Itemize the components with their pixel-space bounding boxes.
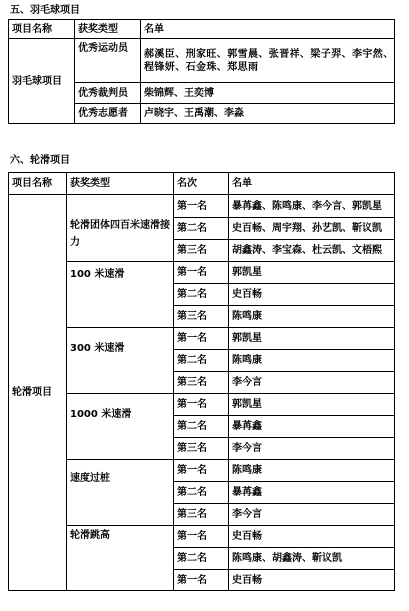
- award-type-cell: 优秀运动员: [75, 39, 141, 83]
- table-row: [9, 328, 395, 350]
- section-title-badminton: 五、羽毛球项目: [10, 5, 80, 16]
- table-row: [9, 394, 395, 416]
- rank-cell: 第三名: [174, 438, 229, 460]
- header-award-type: 获奖类型: [67, 173, 174, 195]
- table-row: [9, 526, 395, 548]
- table-row: [9, 195, 395, 218]
- rank-cell: 第一名: [174, 328, 229, 350]
- names-cell: 暴苒鑫、陈鸣康、李今言、郭凯星: [229, 195, 395, 218]
- rank-cell: 第一名: [174, 460, 229, 482]
- table-row: [9, 460, 395, 482]
- header-project: 项目名称: [9, 20, 75, 39]
- rank-cell: 第一名: [174, 570, 229, 591]
- award-type-cell: 优秀志愿者: [75, 104, 141, 124]
- award-type-cell: 轮滑团体四百米速滑接力: [67, 195, 174, 262]
- rank-cell: 第一名: [174, 195, 229, 218]
- award-type-cell: 100 米速滑: [67, 262, 174, 328]
- project-name-cell: 轮滑项目: [9, 195, 67, 591]
- names-cell: 李今言: [229, 372, 395, 394]
- names-cell: 郝溪臣、刑家旺、郭雪晨、张晋祥、梁子羿、李宇然、程锋妍、石金珠、郑思雨: [141, 39, 395, 83]
- award-type-cell: 速度过桩: [67, 460, 174, 526]
- names-cell: 李今言: [229, 438, 395, 460]
- names-cell: 陈鸣康: [229, 350, 395, 372]
- names-cell: 史百畅、周宇翔、孙艺凯、靳议凯: [229, 218, 395, 240]
- names-cell: 陈鸣康: [229, 460, 395, 482]
- rank-cell: 第一名: [174, 394, 229, 416]
- rank-cell: 第一名: [174, 526, 229, 548]
- names-cell: 郭凯星: [229, 328, 395, 350]
- table-row: [9, 262, 395, 284]
- names-cell: 郭凯星: [229, 394, 395, 416]
- names-cell: 卢晓宇、王禹潮、李淼: [141, 104, 395, 124]
- names-cell: 史百畅: [229, 526, 395, 548]
- rank-cell: 第二名: [174, 350, 229, 372]
- section-title-skating: 六、轮滑项目: [10, 155, 70, 166]
- rank-cell: 第一名: [174, 262, 229, 284]
- rank-cell: 第三名: [174, 372, 229, 394]
- table-row: [9, 39, 395, 83]
- rank-cell: 第二名: [174, 482, 229, 504]
- names-cell: 陈鸣康: [229, 306, 395, 328]
- badminton-table: [8, 19, 395, 124]
- rank-cell: 第二名: [174, 284, 229, 306]
- award-type-cell: 1000 米速滑: [67, 394, 174, 460]
- project-name-cell: 羽毛球项目: [9, 39, 75, 124]
- names-cell: 郭凯星: [229, 262, 395, 284]
- rank-cell: 第二名: [174, 218, 229, 240]
- award-type-cell: 优秀裁判员: [75, 83, 141, 104]
- names-cell: 暴苒鑫: [229, 482, 395, 504]
- names-cell: 柴锦辉、王奕博: [141, 83, 395, 104]
- header-names: 名单: [229, 173, 395, 195]
- skating-table: [8, 172, 395, 591]
- award-type-cell: 轮滑跳高: [67, 526, 174, 591]
- header-names: 名单: [141, 20, 395, 39]
- rank-cell: 第三名: [174, 306, 229, 328]
- names-cell: 史百畅: [229, 284, 395, 306]
- header-rank: 名次: [174, 173, 229, 195]
- header-project: 项目名称: [9, 173, 67, 195]
- table-header-row: [9, 173, 395, 195]
- names-cell: 暴苒鑫: [229, 416, 395, 438]
- award-type-cell: 300 米速滑: [67, 328, 174, 394]
- header-award-type: 获奖类型: [75, 20, 141, 39]
- names-cell: 胡鑫涛、李宝森、杜云凯、文梧熙: [229, 240, 395, 262]
- names-cell: 史百畅: [229, 570, 395, 591]
- table-header-row: [9, 20, 395, 39]
- rank-cell: 第二名: [174, 548, 229, 570]
- rank-cell: 第三名: [174, 504, 229, 526]
- names-cell: 李今言: [229, 504, 395, 526]
- names-cell: 陈鸣康、胡鑫涛、靳议凯: [229, 548, 395, 570]
- rank-cell: 第三名: [174, 240, 229, 262]
- rank-cell: 第二名: [174, 416, 229, 438]
